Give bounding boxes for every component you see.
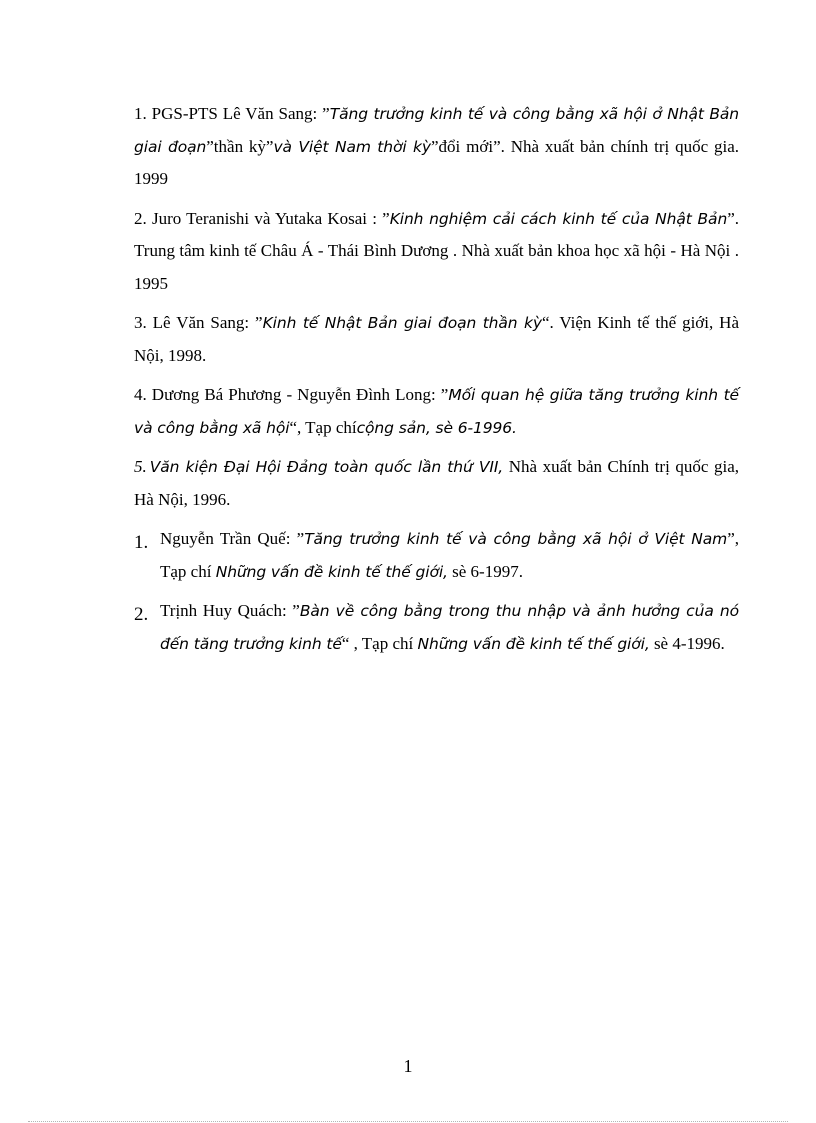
reference-title: Tăng trưởng kinh tế và công bằng xã hội ở Nhật Bản giai đoạn: [134, 105, 739, 156]
reference-publisher: ”. Trung tâm kinh tế Châu Á - Thái Bình Dương . Nhà xuất bản khoa học xã hội - Hà Nội . 1995: [134, 208, 739, 293]
reference-item: [134, 451, 739, 516]
reference-publisher: “. Viện Kinh tế thế giới, Hà Nội, 1998.: [134, 313, 739, 365]
reference-author: 3. Lê Văn Sang: ”: [134, 313, 263, 332]
reference-number: 5.: [134, 457, 147, 476]
reference-author: Trịnh Huy Quách: ”: [160, 601, 300, 620]
reference-item: [134, 379, 739, 444]
reference-item: [134, 307, 739, 372]
reference-text: “, Tạp chí: [289, 417, 357, 437]
reference-title: Bàn về công bằng trong thu nhập và ảnh hưởng của nó đến tăng trưởng kinh tế: [160, 602, 739, 653]
reference-author: 4. Dương Bá Phương - Nguyễn Đình Long: ”: [134, 385, 449, 404]
reference-title: Tăng trưởng kinh tế và công bằng xã hội ở Việt Nam: [304, 530, 728, 548]
reference-text: “ , Tạp chí: [341, 633, 414, 653]
reference-publisher: Nhà xuất bản Chính trị quốc gia, Hà Nội, 1996.: [134, 457, 739, 509]
reference-list: [134, 98, 739, 667]
reference-title: và Việt Nam thời kỳ: [273, 137, 431, 156]
reference-title: Mối quan hệ giữa tăng trưởng kinh tế và công bằng xã hội: [134, 386, 739, 437]
reference-author: 1. PGS-PTS Lê Văn Sang: ”: [134, 104, 330, 123]
reference-text: ”thần kỳ”: [206, 136, 274, 156]
reference-journal: cộng sản, sè 6-1996.: [356, 418, 517, 437]
reference-item: [134, 203, 739, 301]
reference-number: 1.: [134, 532, 149, 553]
reference-number: 2.: [134, 604, 149, 625]
reference-text: ”, Tạp chí: [160, 529, 739, 581]
reference-item: [134, 595, 739, 660]
reference-title: Kinh nghiệm cải cách kinh tế của Nhật Bản: [389, 209, 728, 228]
reference-item: [134, 98, 739, 196]
reference-author: Nguyễn Trần Quế: ”: [160, 529, 305, 548]
reference-issue: sè 6-1997.: [452, 561, 523, 581]
reference-item: [134, 523, 739, 588]
footer-divider: [28, 1121, 788, 1122]
reference-title: Văn kiện Đại Hội Đảng toàn quốc lần thứ VII,: [149, 458, 504, 476]
reference-journal: Những vấn đề kinh tế thế giới,: [417, 634, 650, 653]
page-number: 1: [403, 1056, 413, 1076]
reference-author: 2. Juro Teranishi và Yutaka Kosai : ”: [134, 208, 390, 228]
reference-issue: sè 4-1996.: [653, 633, 725, 653]
reference-publisher: ”đổi mới”. Nhà xuất bản chính trị quốc gia. 1999: [134, 136, 740, 188]
reference-journal: Những vấn đề kinh tế thế giới,: [215, 562, 448, 581]
reference-title: Kinh tế Nhật Bản giai đoạn thần kỳ: [262, 314, 542, 332]
